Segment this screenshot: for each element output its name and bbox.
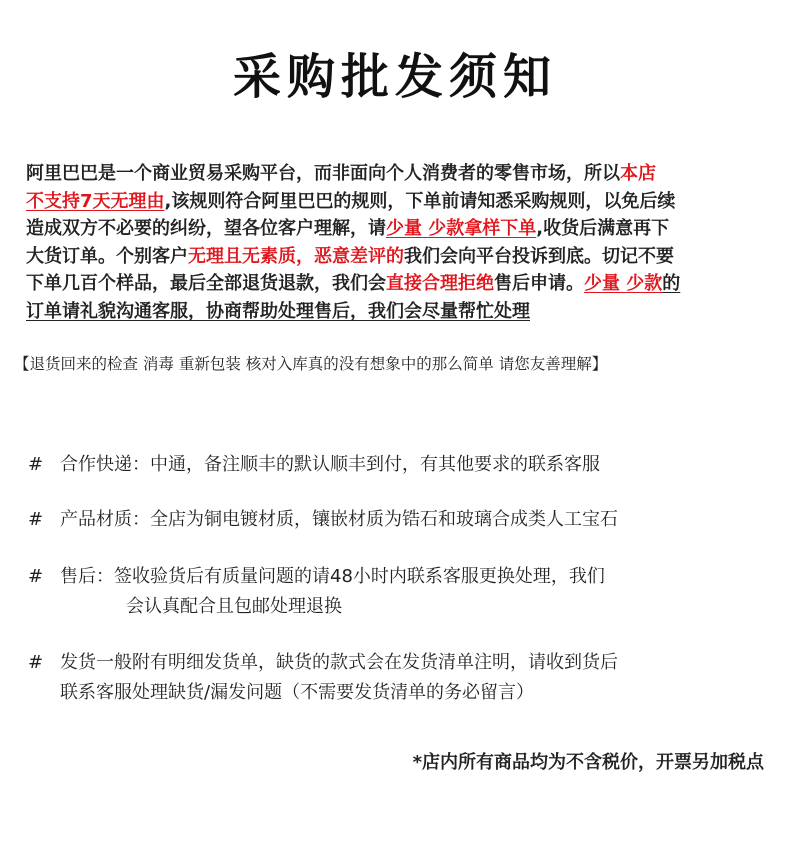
info-text: 发货一般附有明细发货单，缺货的款式会在发货清单注明，请收到货后 <box>60 652 618 673</box>
notice-line-1 <box>26 160 770 188</box>
notice-line-4 <box>26 243 770 271</box>
notice-highlight: 不支持7天无理由 <box>26 190 165 212</box>
notice-text: 售后申请。 <box>494 273 584 294</box>
notice-text: 下单几百个样品，最后全部退货退款，我们会 <box>26 273 386 294</box>
notice-highlight: 无理且无素质，恶意差评的 <box>188 245 404 267</box>
info-item-material <box>28 505 772 535</box>
bullet-hash: # <box>28 454 44 475</box>
notice-text: 的 <box>662 273 681 294</box>
notice-line-5 <box>26 270 770 298</box>
notice-line-2 <box>26 188 770 216</box>
notice-highlight: 直接合理拒绝 <box>386 273 494 294</box>
return-note: 【退货回来的检查 消毒 重新包装 核对入库真的没有想象中的那么简单 请您友善理解】 <box>14 355 608 373</box>
info-item-after-sales <box>28 562 772 622</box>
bullet-hash: # <box>28 652 44 673</box>
notice-highlight: 少量 少款拿样下单 <box>386 218 537 239</box>
info-text: 合作快递：中通，备注顺丰的默认顺丰到付，有其他要求的联系客服 <box>60 454 600 475</box>
info-list <box>28 450 772 708</box>
notice-line-3 <box>26 215 770 243</box>
notice-text: 大货订单。个别客户 <box>26 245 188 267</box>
info-text: 联系客服处理缺货/漏发问题（不需要发货清单的务必留言） <box>60 682 535 703</box>
notice-text: ,收货后满意再下 <box>536 218 670 239</box>
page-title: 采购批发须知 <box>232 49 557 105</box>
bullet-hash: # <box>28 566 44 587</box>
notice-text: 阿里巴巴是一个商业贸易采购平台，而非面向个人消费者的零售市场，所以 <box>26 163 620 184</box>
notice-text: ,该规则符合阿里巴巴的规则，下单前请知悉采购规则，以免后续 <box>164 190 676 212</box>
notice-text: 我们会向平台投诉到底。切记不要 <box>404 245 674 267</box>
purchase-notice <box>26 160 770 325</box>
notice-highlight: 本店 <box>620 163 656 184</box>
info-item-express <box>28 450 772 480</box>
notice-text: 造成双方不必要的纠纷，望各位客户理解，请 <box>26 218 386 239</box>
info-text: 售后：签收验货后有质量问题的请48小时内联系客服更换处理，我们 <box>60 566 605 587</box>
notice-text: 订单请礼貌沟通客服，协商帮助处理售后，我们会尽量帮忙处理 <box>26 300 530 322</box>
notice-line-6 <box>26 298 770 326</box>
info-text: 会认真配合且包邮处理退换 <box>126 596 342 617</box>
tax-note: *店内所有商品均为不含税价，开票另加税点 <box>412 752 764 773</box>
info-item-shipping <box>28 648 772 708</box>
bullet-hash: # <box>28 509 44 530</box>
notice-highlight: 少量 少款 <box>584 273 663 294</box>
info-text: 产品材质：全店为铜电镀材质，镶嵌材质为锆石和玻璃合成类人工宝石 <box>60 509 618 530</box>
